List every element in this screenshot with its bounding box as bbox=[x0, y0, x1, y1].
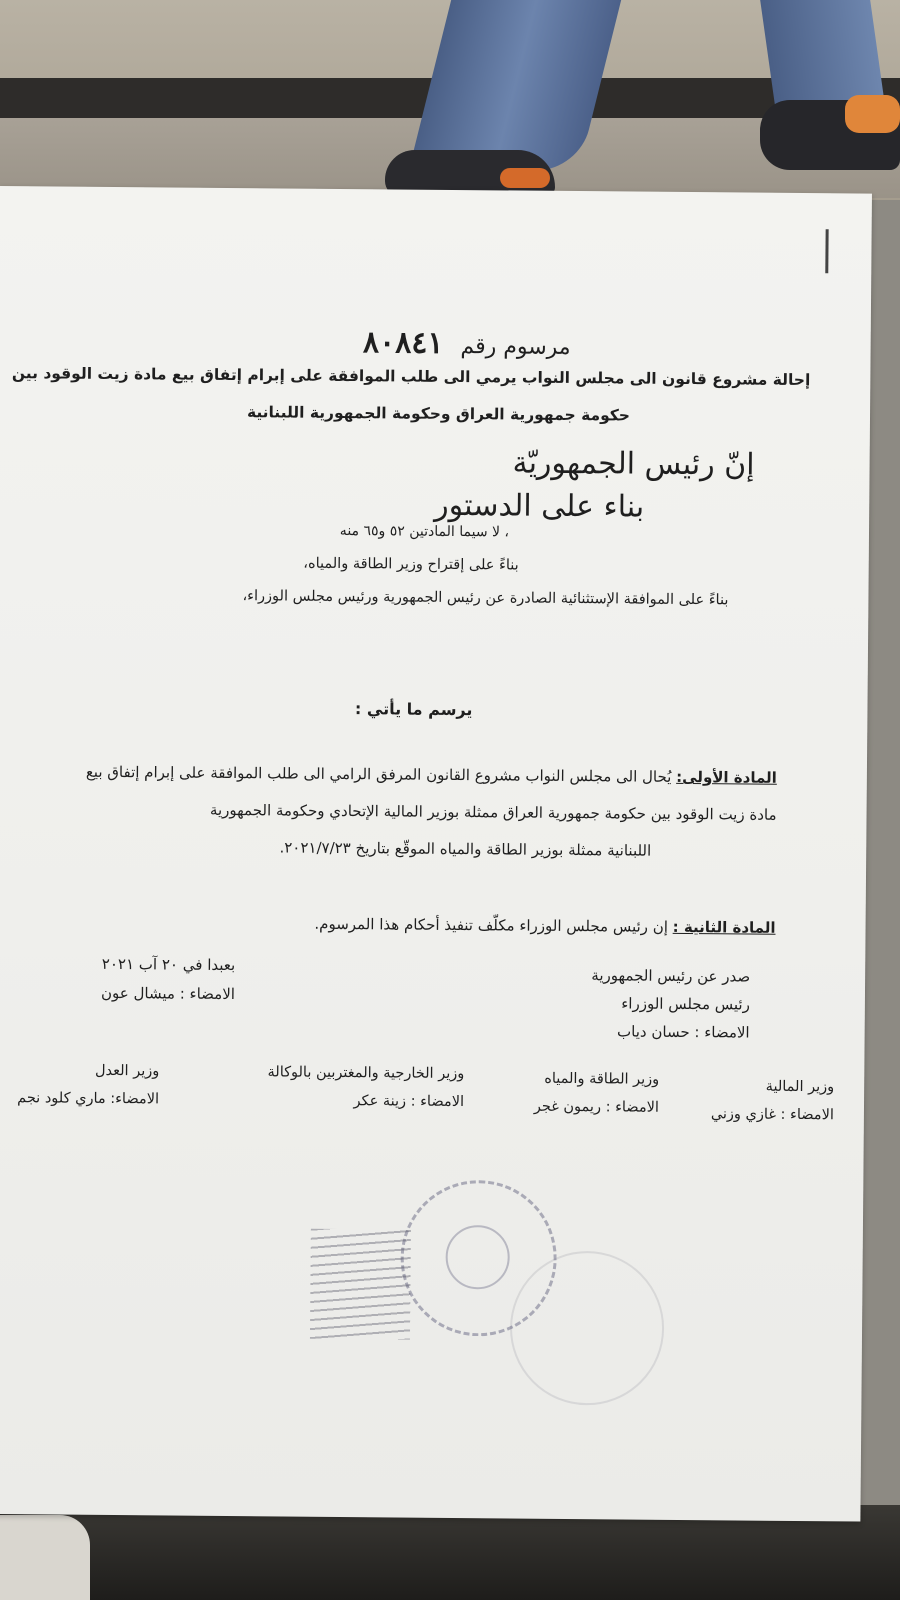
issued-by: صدر عن رئيس الجمهورية bbox=[591, 966, 751, 986]
article-2 bbox=[314, 915, 775, 937]
article-2-text: إن رئيس مجلس الوزراء مكلّف تنفيذ أحكام هذا المرسوم. bbox=[314, 914, 669, 936]
pm-signature: الامضاء : حسان دياب bbox=[617, 1022, 750, 1042]
pm-title: رئيس مجلس الوزراء bbox=[621, 994, 750, 1014]
decree-paper bbox=[0, 186, 872, 1522]
decree-heading-line2: حكومة جمهورية العراق وحكومة الجمهورية اللبنانية bbox=[246, 403, 631, 425]
minister-title: وزير الخارجية والمغتربين بالوكالة bbox=[267, 1064, 465, 1083]
decree-title bbox=[363, 325, 571, 362]
margin-mark bbox=[825, 229, 828, 273]
article-1-line2: مادة زيت الوقود بين حكومة جمهورية العراق ممثلة بوزير المالية الإتحادي وحكومة الجمهورية bbox=[209, 800, 777, 824]
constitution-heading: بناء على الدستور bbox=[434, 487, 645, 525]
shoe-accent bbox=[500, 168, 550, 188]
decrees-heading: يرسم ما يأتي : bbox=[354, 699, 473, 720]
approval-line: بناءً على الموافقة الإستثنائية الصادرة عن رئيس الجمهورية ورئيس مجلس الوزراء، bbox=[242, 588, 729, 609]
president-heading: إنّ رئيس الجمهوريّة bbox=[512, 445, 755, 483]
background-bottom-cloth bbox=[0, 1515, 90, 1600]
seal-ink-marks bbox=[310, 1229, 411, 1340]
decree-heading-line1: إحالة مشروع قانون الى مجلس النواب يرمي الى طلب الموافقة على إبرام إتفاق بيع مادة زيت الوقود بين bbox=[11, 364, 811, 390]
article-1-line3: اللبنانية ممثلة بوزير الطاقة والمياه الموقّع بتاريخ ٢٠٢١/٧/٢٣. bbox=[279, 838, 652, 860]
minister-title: وزير المالية bbox=[765, 1078, 835, 1096]
minister-signature: الامضاء : زينة عكر bbox=[353, 1093, 465, 1111]
proposal-line: بناءً على إقتراح وزير الطاقة والمياه، bbox=[303, 555, 519, 574]
decree-title-label: مرسوم رقم bbox=[460, 334, 571, 360]
minister-signature: الامضاء: ماري كلود نجم bbox=[17, 1090, 160, 1108]
shoe-right-accent bbox=[845, 95, 900, 133]
minister-title: وزير الطاقة والمياه bbox=[544, 1070, 660, 1088]
minister-signature: الامضاء : ريمون غجر bbox=[533, 1098, 660, 1116]
minister-signature: الامضاء : غازي وزني bbox=[710, 1106, 834, 1124]
articles-note: ، لا سيما المادتين ٥٢ و٦٥ منه bbox=[339, 522, 510, 541]
president-signature: الامضاء : ميشال عون bbox=[101, 983, 236, 1004]
article-1-text1: يُحال الى مجلس النواب مشروع القانون المرفق الرامي الى طلب الموافقة على إبرام إتفاق بيع bbox=[85, 762, 672, 786]
decree-number: ٨٠٨٤١ bbox=[362, 325, 444, 361]
article-2-label: المادة الثانية : bbox=[672, 917, 776, 937]
official-seal-center bbox=[445, 1225, 510, 1290]
place-date: بعبدا في ٢٠ آب ٢٠٢١ bbox=[101, 954, 236, 975]
minister-title: وزير العدل bbox=[94, 1062, 160, 1080]
article-1-line1 bbox=[0, 762, 777, 787]
article-1-label: المادة الأولى: bbox=[676, 767, 777, 787]
